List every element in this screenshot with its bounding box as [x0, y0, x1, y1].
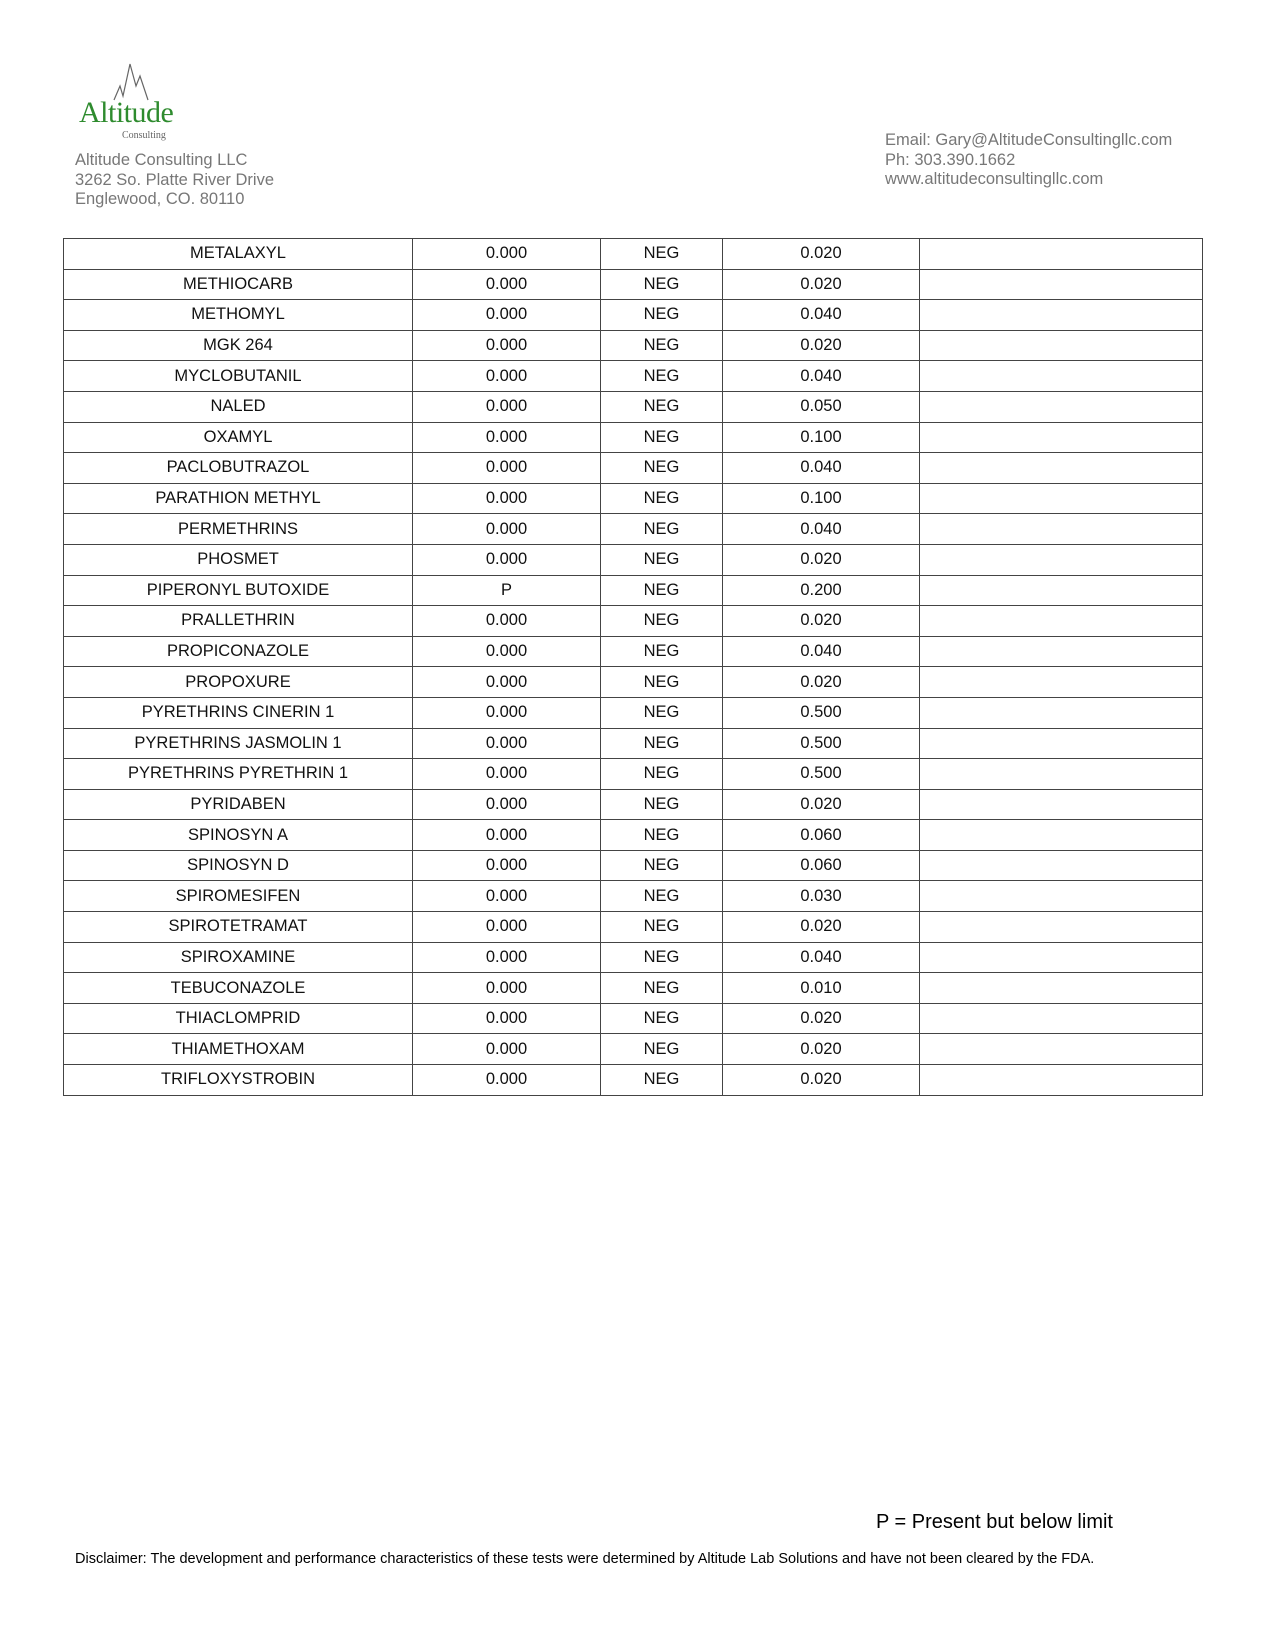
- analyte-cell: SPIROMESIFEN: [64, 881, 413, 912]
- analyte-cell: PARATHION METHYL: [64, 483, 413, 514]
- result-cell: 0.000: [413, 239, 601, 270]
- limit-cell: 0.010: [723, 973, 920, 1004]
- status-cell: NEG: [601, 422, 723, 453]
- limit-cell: 0.060: [723, 820, 920, 851]
- table-row: [64, 575, 1203, 606]
- result-cell: 0.000: [413, 973, 601, 1004]
- limit-cell: 0.040: [723, 453, 920, 484]
- limit-cell: 0.040: [723, 300, 920, 331]
- limit-cell: 0.040: [723, 636, 920, 667]
- limit-cell: 0.500: [723, 759, 920, 790]
- result-cell: 0.000: [413, 697, 601, 728]
- result-cell: 0.000: [413, 850, 601, 881]
- notes-cell: [920, 1034, 1203, 1065]
- result-cell: 0.000: [413, 544, 601, 575]
- limit-cell: 0.020: [723, 606, 920, 637]
- result-cell: 0.000: [413, 330, 601, 361]
- table-row: [64, 483, 1203, 514]
- table-row: [64, 667, 1203, 698]
- result-cell: 0.000: [413, 269, 601, 300]
- analyte-cell: PYRETHRINS CINERIN 1: [64, 697, 413, 728]
- notes-cell: [920, 697, 1203, 728]
- status-cell: NEG: [601, 391, 723, 422]
- limit-cell: 0.020: [723, 789, 920, 820]
- result-cell: 0.000: [413, 728, 601, 759]
- analyte-cell: METHIOCARB: [64, 269, 413, 300]
- table-row: [64, 361, 1203, 392]
- limit-cell: 0.060: [723, 850, 920, 881]
- table-row: [64, 1065, 1203, 1096]
- result-cell: P: [413, 575, 601, 606]
- status-cell: NEG: [601, 606, 723, 637]
- table-row: [64, 330, 1203, 361]
- status-cell: NEG: [601, 912, 723, 943]
- analyte-cell: PYRETHRINS PYRETHRIN 1: [64, 759, 413, 790]
- analyte-cell: THIACLOMPRID: [64, 1003, 413, 1034]
- status-cell: NEG: [601, 1065, 723, 1096]
- limit-cell: 0.020: [723, 1065, 920, 1096]
- analyte-cell: PYRIDABEN: [64, 789, 413, 820]
- analyte-cell: TEBUCONAZOLE: [64, 973, 413, 1004]
- result-cell: 0.000: [413, 514, 601, 545]
- disclaimer: Disclaimer: The development and performance characteristics of these tests were determined by Altitude Lab Solutions and have not been cleared by the FDA.: [75, 1551, 1095, 1567]
- result-cell: 0.000: [413, 912, 601, 943]
- table-row: [64, 300, 1203, 331]
- limit-cell: 0.500: [723, 728, 920, 759]
- notes-cell: [920, 728, 1203, 759]
- table-row: [64, 453, 1203, 484]
- analyte-cell: MYCLOBUTANIL: [64, 361, 413, 392]
- limit-cell: 0.020: [723, 667, 920, 698]
- status-cell: NEG: [601, 544, 723, 575]
- address-line: Englewood, CO. 80110: [75, 190, 245, 208]
- limit-cell: 0.020: [723, 269, 920, 300]
- table-row: [64, 636, 1203, 667]
- address-line: 3262 So. Platte River Drive: [75, 170, 275, 189]
- status-cell: NEG: [601, 942, 723, 973]
- status-cell: NEG: [601, 789, 723, 820]
- analyte-cell: METALAXYL: [64, 239, 413, 270]
- result-cell: 0.000: [413, 759, 601, 790]
- analyte-cell: THIAMETHOXAM: [64, 1034, 413, 1065]
- notes-cell: [920, 606, 1203, 637]
- result-cell: 0.000: [413, 1065, 601, 1096]
- status-cell: NEG: [601, 850, 723, 881]
- result-cell: 0.000: [413, 422, 601, 453]
- status-cell: NEG: [601, 453, 723, 484]
- table-row: [64, 514, 1203, 545]
- limit-cell: 0.020: [723, 1003, 920, 1034]
- status-cell: NEG: [601, 881, 723, 912]
- notes-cell: [920, 300, 1203, 331]
- logo-word: Altitude: [79, 96, 174, 129]
- table-row: [64, 881, 1203, 912]
- result-cell: 0.000: [413, 1034, 601, 1065]
- limit-cell: 0.040: [723, 514, 920, 545]
- analyte-cell: OXAMYL: [64, 422, 413, 453]
- notes-cell: [920, 453, 1203, 484]
- analyte-cell: TRIFLOXYSTROBIN: [64, 1065, 413, 1096]
- result-cell: 0.000: [413, 667, 601, 698]
- status-cell: NEG: [601, 636, 723, 667]
- result-cell: 0.000: [413, 606, 601, 637]
- status-cell: NEG: [601, 483, 723, 514]
- notes-cell: [920, 942, 1203, 973]
- limit-cell: 0.500: [723, 697, 920, 728]
- limit-cell: 0.020: [723, 1034, 920, 1065]
- limit-cell: 0.020: [723, 544, 920, 575]
- status-cell: NEG: [601, 300, 723, 331]
- notes-cell: [920, 330, 1203, 361]
- notes-cell: [920, 850, 1203, 881]
- table-row: [64, 544, 1203, 575]
- analyte-cell: MGK 264: [64, 330, 413, 361]
- notes-cell: [920, 391, 1203, 422]
- result-cell: 0.000: [413, 483, 601, 514]
- table-row: [64, 391, 1203, 422]
- table-row: [64, 269, 1203, 300]
- notes-cell: [920, 973, 1203, 1004]
- table-row: [64, 1003, 1203, 1034]
- status-cell: NEG: [601, 330, 723, 361]
- address-line: Altitude Consulting LLC: [75, 151, 248, 169]
- contact-website: www.altitudeconsultingllc.com: [885, 170, 1104, 188]
- notes-cell: [920, 912, 1203, 943]
- legend-note: P = Present but below limit: [876, 1511, 1113, 1533]
- limit-cell: 0.020: [723, 330, 920, 361]
- table-row: [64, 606, 1203, 637]
- analyte-cell: PIPERONYL BUTOXIDE: [64, 575, 413, 606]
- analyte-cell: PERMETHRINS: [64, 514, 413, 545]
- limit-cell: 0.050: [723, 391, 920, 422]
- status-cell: NEG: [601, 697, 723, 728]
- notes-cell: [920, 1003, 1203, 1034]
- notes-cell: [920, 1065, 1203, 1096]
- analyte-cell: PRALLETHRIN: [64, 606, 413, 637]
- logo-subtitle: Consulting: [122, 130, 166, 141]
- analyte-cell: SPINOSYN A: [64, 820, 413, 851]
- analyte-cell: PACLOBUTRAZOL: [64, 453, 413, 484]
- status-cell: NEG: [601, 973, 723, 1004]
- status-cell: NEG: [601, 514, 723, 545]
- table-row: [64, 422, 1203, 453]
- status-cell: NEG: [601, 269, 723, 300]
- result-cell: 0.000: [413, 361, 601, 392]
- analyte-cell: SPIROTETRAMAT: [64, 912, 413, 943]
- table-row: [64, 728, 1203, 759]
- notes-cell: [920, 483, 1203, 514]
- limit-cell: 0.040: [723, 942, 920, 973]
- company-address: [75, 151, 274, 210]
- table-row: [64, 789, 1203, 820]
- notes-cell: [920, 636, 1203, 667]
- table-row: [64, 239, 1203, 270]
- result-cell: 0.000: [413, 636, 601, 667]
- contact-phone: Ph: 303.390.1662: [885, 150, 1016, 169]
- analyte-cell: SPINOSYN D: [64, 850, 413, 881]
- notes-cell: [920, 239, 1203, 270]
- table-row: [64, 820, 1203, 851]
- contact-email: Email: Gary@AltitudeConsultingllc.com: [885, 131, 1173, 149]
- table-row: [64, 973, 1203, 1004]
- limit-cell: 0.020: [723, 239, 920, 270]
- notes-cell: [920, 881, 1203, 912]
- result-cell: 0.000: [413, 1003, 601, 1034]
- notes-cell: [920, 422, 1203, 453]
- analyte-cell: NALED: [64, 391, 413, 422]
- result-cell: 0.000: [413, 391, 601, 422]
- result-cell: 0.000: [413, 300, 601, 331]
- company-contact: [885, 131, 1172, 190]
- analyte-cell: PHOSMET: [64, 544, 413, 575]
- status-cell: NEG: [601, 361, 723, 392]
- company-logo: [76, 60, 186, 145]
- notes-cell: [920, 759, 1203, 790]
- limit-cell: 0.040: [723, 361, 920, 392]
- notes-cell: [920, 789, 1203, 820]
- analyte-cell: SPIROXAMINE: [64, 942, 413, 973]
- table-row: [64, 697, 1203, 728]
- result-cell: 0.000: [413, 820, 601, 851]
- notes-cell: [920, 361, 1203, 392]
- limit-cell: 0.200: [723, 575, 920, 606]
- notes-cell: [920, 269, 1203, 300]
- limit-cell: 0.030: [723, 881, 920, 912]
- results-table: [63, 238, 1203, 1096]
- analyte-cell: PROPOXURE: [64, 667, 413, 698]
- table-row: [64, 759, 1203, 790]
- status-cell: NEG: [601, 667, 723, 698]
- limit-cell: 0.020: [723, 912, 920, 943]
- status-cell: NEG: [601, 575, 723, 606]
- analyte-cell: PYRETHRINS JASMOLIN 1: [64, 728, 413, 759]
- status-cell: NEG: [601, 239, 723, 270]
- notes-cell: [920, 667, 1203, 698]
- notes-cell: [920, 544, 1203, 575]
- table-row: [64, 850, 1203, 881]
- status-cell: NEG: [601, 820, 723, 851]
- analyte-cell: PROPICONAZOLE: [64, 636, 413, 667]
- result-cell: 0.000: [413, 881, 601, 912]
- analyte-cell: METHOMYL: [64, 300, 413, 331]
- limit-cell: 0.100: [723, 483, 920, 514]
- result-cell: 0.000: [413, 789, 601, 820]
- status-cell: NEG: [601, 728, 723, 759]
- result-cell: 0.000: [413, 453, 601, 484]
- table-row: [64, 942, 1203, 973]
- result-cell: 0.000: [413, 942, 601, 973]
- table-row: [64, 912, 1203, 943]
- status-cell: NEG: [601, 759, 723, 790]
- table-row: [64, 1034, 1203, 1065]
- notes-cell: [920, 820, 1203, 851]
- status-cell: NEG: [601, 1034, 723, 1065]
- status-cell: NEG: [601, 1003, 723, 1034]
- limit-cell: 0.100: [723, 422, 920, 453]
- notes-cell: [920, 514, 1203, 545]
- notes-cell: [920, 575, 1203, 606]
